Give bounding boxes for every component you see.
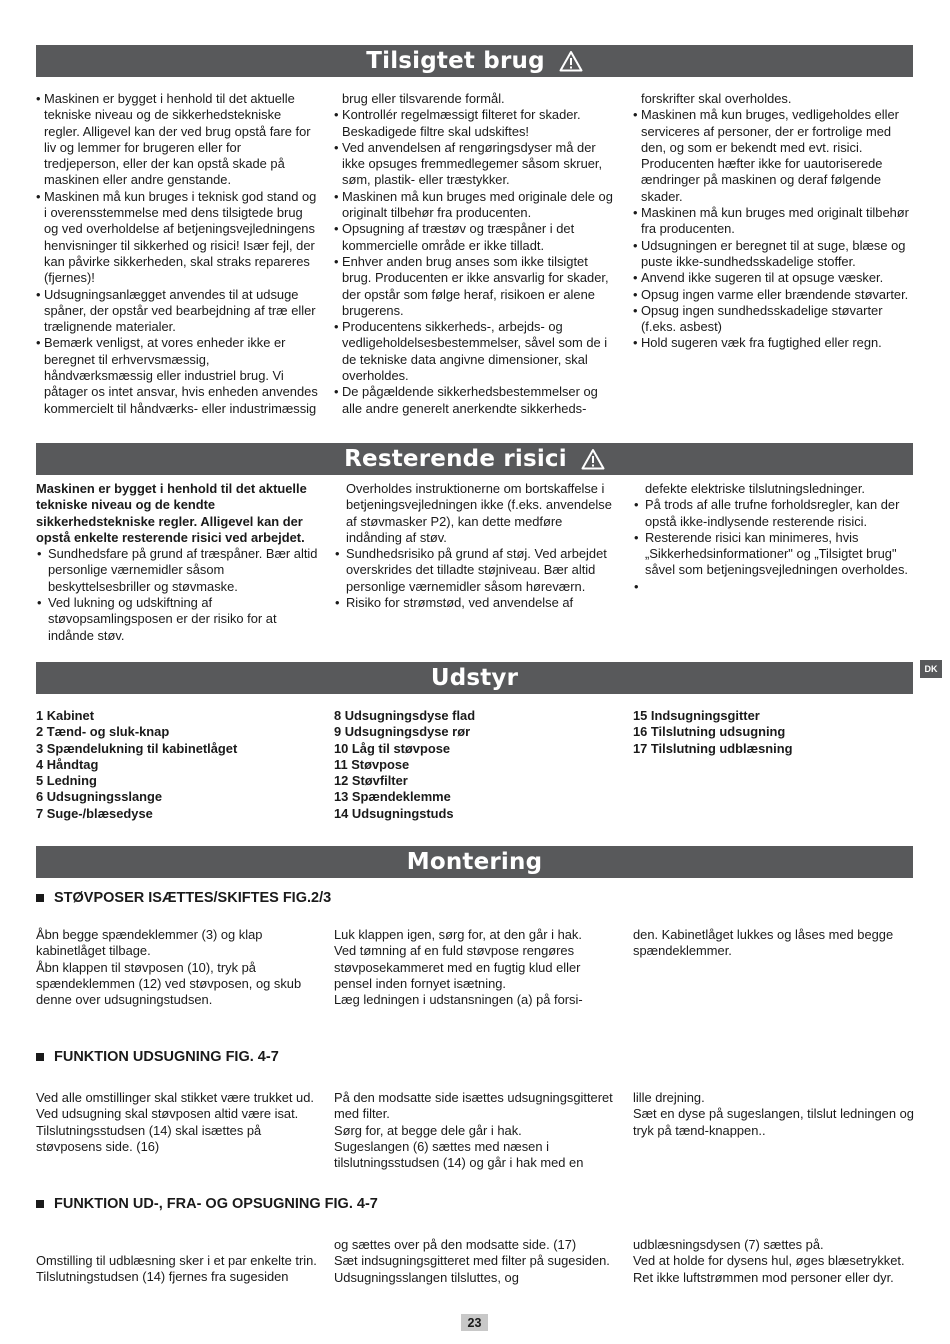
subsection-heading-text: FUNKTION UDSUGNING FIG. 4-7 — [54, 1049, 279, 1065]
continued-text: defekte elektriske tilslutningsledninger. — [645, 481, 865, 496]
intended-use-column-1 — [36, 91, 318, 417]
list-item: • Producentens sikkerheds-, arbejds- og vedligeholdelsesbestemmelser, såvel som de i de tekniske data angivne dimensioner, skal overholdes. — [334, 319, 616, 384]
list-item: • Udsugningen er beregnet til at suge, blæse og puste ikke-sundhedsskadelige stoffer. — [633, 238, 913, 271]
equipment-item: 2 Tænd- og sluk-knap — [36, 724, 170, 740]
blowing-column-1: Omstilling til udblæsning sker i et par enkelte trin. Tilslutningstudsen (14) fjernes fra sugesiden — [36, 1253, 317, 1285]
residual-risks-column-3 — [633, 481, 913, 595]
section-banner-residual-risks — [36, 443, 913, 475]
subsection-heading-text: STØVPOSER ISÆTTES/SKIFTES FIG.2/3 — [54, 890, 332, 906]
lead-paragraph: Maskinen er bygget i henhold til det aktuelle tekniske niveau og de kendte sikkerhedstekniske regler. Alligevel kan der opstå enkelte resterende risici ved arbejdet. — [36, 481, 307, 545]
blowing-column-2: og sættes over på den modsatte side. (17) Sæt indsugningsgitteret med filter på sugesiden. Udsugningsslangen tilsluttes, og — [334, 1237, 610, 1285]
list-item: • Ved lukning og udskiftning af støvopsamlingsposen er der risiko for at indånde støv. — [36, 595, 318, 644]
equipment-item: 3 Spændelukning til kabinetlåget — [36, 740, 238, 756]
section-title: Resterende risici — [344, 446, 567, 472]
section-banner-assembly — [36, 846, 913, 878]
equipment-item: 5 Ledning — [36, 773, 97, 789]
residual-risks-column-1 — [36, 481, 318, 644]
equipment-item: 8 Udsugningsdyse flad — [334, 708, 476, 723]
equipment-item: 15 Indsugningsgitter — [633, 708, 760, 723]
list-item: • Maskinen må kun bruges med originale dele og originalt tilbehør fra producenten. — [334, 189, 616, 222]
list-item — [633, 579, 913, 595]
equipment-column-1 — [36, 708, 326, 822]
equipment-item: 14 Udsugningstuds — [334, 805, 454, 821]
equipment-item: 7 Suge-/blæsedyse — [36, 805, 153, 821]
list-item: • Maskinen må kun bruges med originalt tilbehør fra producenten. — [633, 205, 913, 238]
equipment-item: 12 Støvfilter — [334, 773, 408, 789]
equipment-column-2 — [334, 708, 624, 822]
equipment-item: 6 Udsugningsslange — [36, 789, 163, 805]
equipment-item: 16 Tilslutning udsugning — [633, 724, 786, 740]
list-item: • De pågældende sikkerhedsbestemmelser og alle andre generelt anerkendte sikkerheds- — [334, 384, 616, 417]
section-title: Udstyr — [430, 665, 519, 691]
subsection-heading-suction — [36, 1049, 279, 1065]
list-item: • Sundhedsfare på grund af træspåner. Bær altid personlige værnemidler såsom beskyttelsesbriller og støvmaske. — [36, 546, 318, 595]
equipment-item: 1 Kabinet — [36, 708, 95, 723]
section-banner-equipment — [36, 662, 913, 694]
list-item: • Anvend ikke sugeren til at opsuge væsker. — [633, 270, 913, 286]
list-item: • Kontrollér regelmæssigt filteret for skader. Beskadigede filtre skal udskiftes! — [334, 107, 616, 140]
list-item: • Ved anvendelsen af rengøringsdyser må der ikke opsuges fremmedlegemer såsom skruer, søm, plastik- eller træstykker. — [334, 140, 616, 189]
intended-use-column-2 — [334, 91, 616, 417]
equipment-item: 4 Håndtag — [36, 756, 99, 772]
square-bullet-icon — [36, 1200, 44, 1208]
list-item: • Sundhedsrisiko på grund af støj. Ved arbejdet overskrides det tilladte støjniveau. Bær altid personlige værnemidler såsom høreværn. — [334, 546, 616, 595]
section-title: Tilsigtet brug — [366, 48, 545, 74]
list-item: • Enhver anden brug anses som ikke tilsigtet brug. Producenten er ikke ansvarlig for skader, der opstår som følge heraf, risikoen er alene brugerens. — [334, 254, 616, 319]
equipment-item: 13 Spændeklemme — [334, 789, 451, 805]
list-item: • Hold sugeren væk fra fugtighed eller regn. — [633, 335, 913, 351]
list-item: • Opsugning af træstøv og træspåner i det kommercielle område er ikke tilladt. — [334, 221, 616, 254]
equipment-item: 9 Udsugningsdyse rør — [334, 724, 471, 740]
intended-use-column-3 — [633, 91, 913, 352]
square-bullet-icon — [36, 894, 44, 902]
continued-text: brug eller tilsvarende formål. — [342, 91, 505, 106]
equipment-item: 10 Låg til støvpose — [334, 740, 451, 756]
suction-column-2: På den modsatte side isættes udsugningsgitteret med filter. Sørg for, at begge dele går i hak. Sugeslangen (6) sættes med næsen i tilslutningsstudsen (14) og går i hak med en — [334, 1090, 613, 1171]
equipment-item: 11 Støvpose — [334, 756, 410, 772]
list-item: • Maskinen må kun bruges, vedligeholdes eller serviceres af personer, der er fortrolige med den, og som er bekendt med evt. risici. Producenten hæfter ikke for uautoriserede ændringer på maskinen og deraf følgende skader. — [633, 107, 913, 205]
continued-text: Overholdes instruktionerne om bortskaffelse i betjeningsvejledningen ikke (f.eks. anvendelse af støvmasker P2), kan dette medføre indånding af støv. — [346, 481, 612, 545]
blowing-column-3: udblæsningsdysen (7) sættes på. Ved at holde for dysens hul, øges blæsetrykket. Ret ikke luftstrømmen mod personer eller dyr. — [633, 1237, 905, 1285]
dustbag-column-1: Åbn begge spændeklemmer (3) og klap kabinetlåget tilbage. Åbn klappen til støvposen (10), tryk på spændeklemmen (12) ved støvposen, og skub denne over udsugningstudsen. — [36, 927, 302, 1008]
square-bullet-icon — [36, 1053, 44, 1061]
suction-column-1: Ved alle omstillinger skal stikket være trukket ud. Ved udsugning skal støvposen altid være isat. Tilslutningsstudsen (14) skal isættes på støvposens side. (16) — [36, 1090, 314, 1154]
suction-column-3: lille drejning. Sæt en dyse på sugeslangen, tilslut ledningen og tryk på tænd-knappen.. — [633, 1090, 914, 1138]
language-tab: DK — [920, 660, 942, 678]
list-item: • Udsugningsanlægget anvendes til at udsuge spåner, der opstår ved bearbejdning af træ eller trælignende materialer. — [36, 287, 318, 336]
equipment-column-3 — [633, 708, 913, 757]
list-item: • På trods af alle trufne forholdsregler, kan der opstå ikke-indlysende resterende risici. — [633, 497, 913, 530]
subsection-heading-text: FUNKTION UD-, FRA- OG OPSUGNING FIG. 4-7 — [54, 1196, 378, 1212]
warning-triangle-icon — [559, 50, 583, 72]
dustbag-column-3: den. Kabinetlåget lukkes og låses med begge spændeklemmer. — [633, 927, 894, 959]
equipment-item: 17 Tilslutning udblæsning — [633, 740, 793, 756]
continued-text: forskrifter skal overholdes. — [641, 91, 792, 106]
list-item: • Risiko for strømstød, ved anvendelse af — [334, 595, 616, 611]
list-item: • Opsug ingen varme eller brændende støvarter. — [633, 287, 913, 303]
subsection-heading-dustbag — [36, 890, 331, 906]
dustbag-column-2: Luk klappen igen, sørg for, at den går i hak. Ved tømning af en fuld støvpose rengøres støvposekammeret med en fugtig klud eller pensel inden fornyet isætning. Læg ledningen i udstansningen (a) på forsi- — [334, 927, 583, 1008]
subsection-heading-blowing — [36, 1196, 378, 1212]
residual-risks-column-2 — [334, 481, 616, 611]
list-item: • Maskinen må kun bruges i teknisk god stand og i overensstemmelse med dens tilsigtede brug og ved overholdelse af betjeningsvejledningens henvisninger til sikkerhed og risici! Især fejl, der kan påvirke sikkerheden, skal straks repareres (fjernes)! — [36, 189, 318, 287]
section-title: Montering — [406, 849, 543, 875]
list-item: • Resterende risici kan minimeres, hvis „Sikkerhedsinformationer" og „Tilsigtet brug" såvel som betjeningsvejledningen overholdes. — [633, 530, 913, 579]
section-banner-intended-use — [36, 45, 913, 77]
list-item: • Bemærk venligst, at vores enheder ikke er beregnet til erhvervsmæssig, håndværksmæssig eller industriel brug. Vi påtager os intet ansvar, hvis enheden anvendes kommercielt til håndværks- eller industrimæssig — [36, 335, 318, 416]
list-item: • Opsug ingen sundhedsskadelige støvarter (f.eks. asbest) — [633, 303, 913, 336]
page-number: 23 — [461, 1314, 488, 1331]
warning-triangle-icon — [581, 448, 605, 470]
list-item: • Maskinen er bygget i henhold til det aktuelle tekniske niveau og de sikkerhedstekniske regler. Alligevel kan der ved brug opstå fare for liv og lemmer for brugeren eller for tredjeperson, eller der kan opstå skade på maskinen eller andre genstande. — [36, 91, 318, 189]
